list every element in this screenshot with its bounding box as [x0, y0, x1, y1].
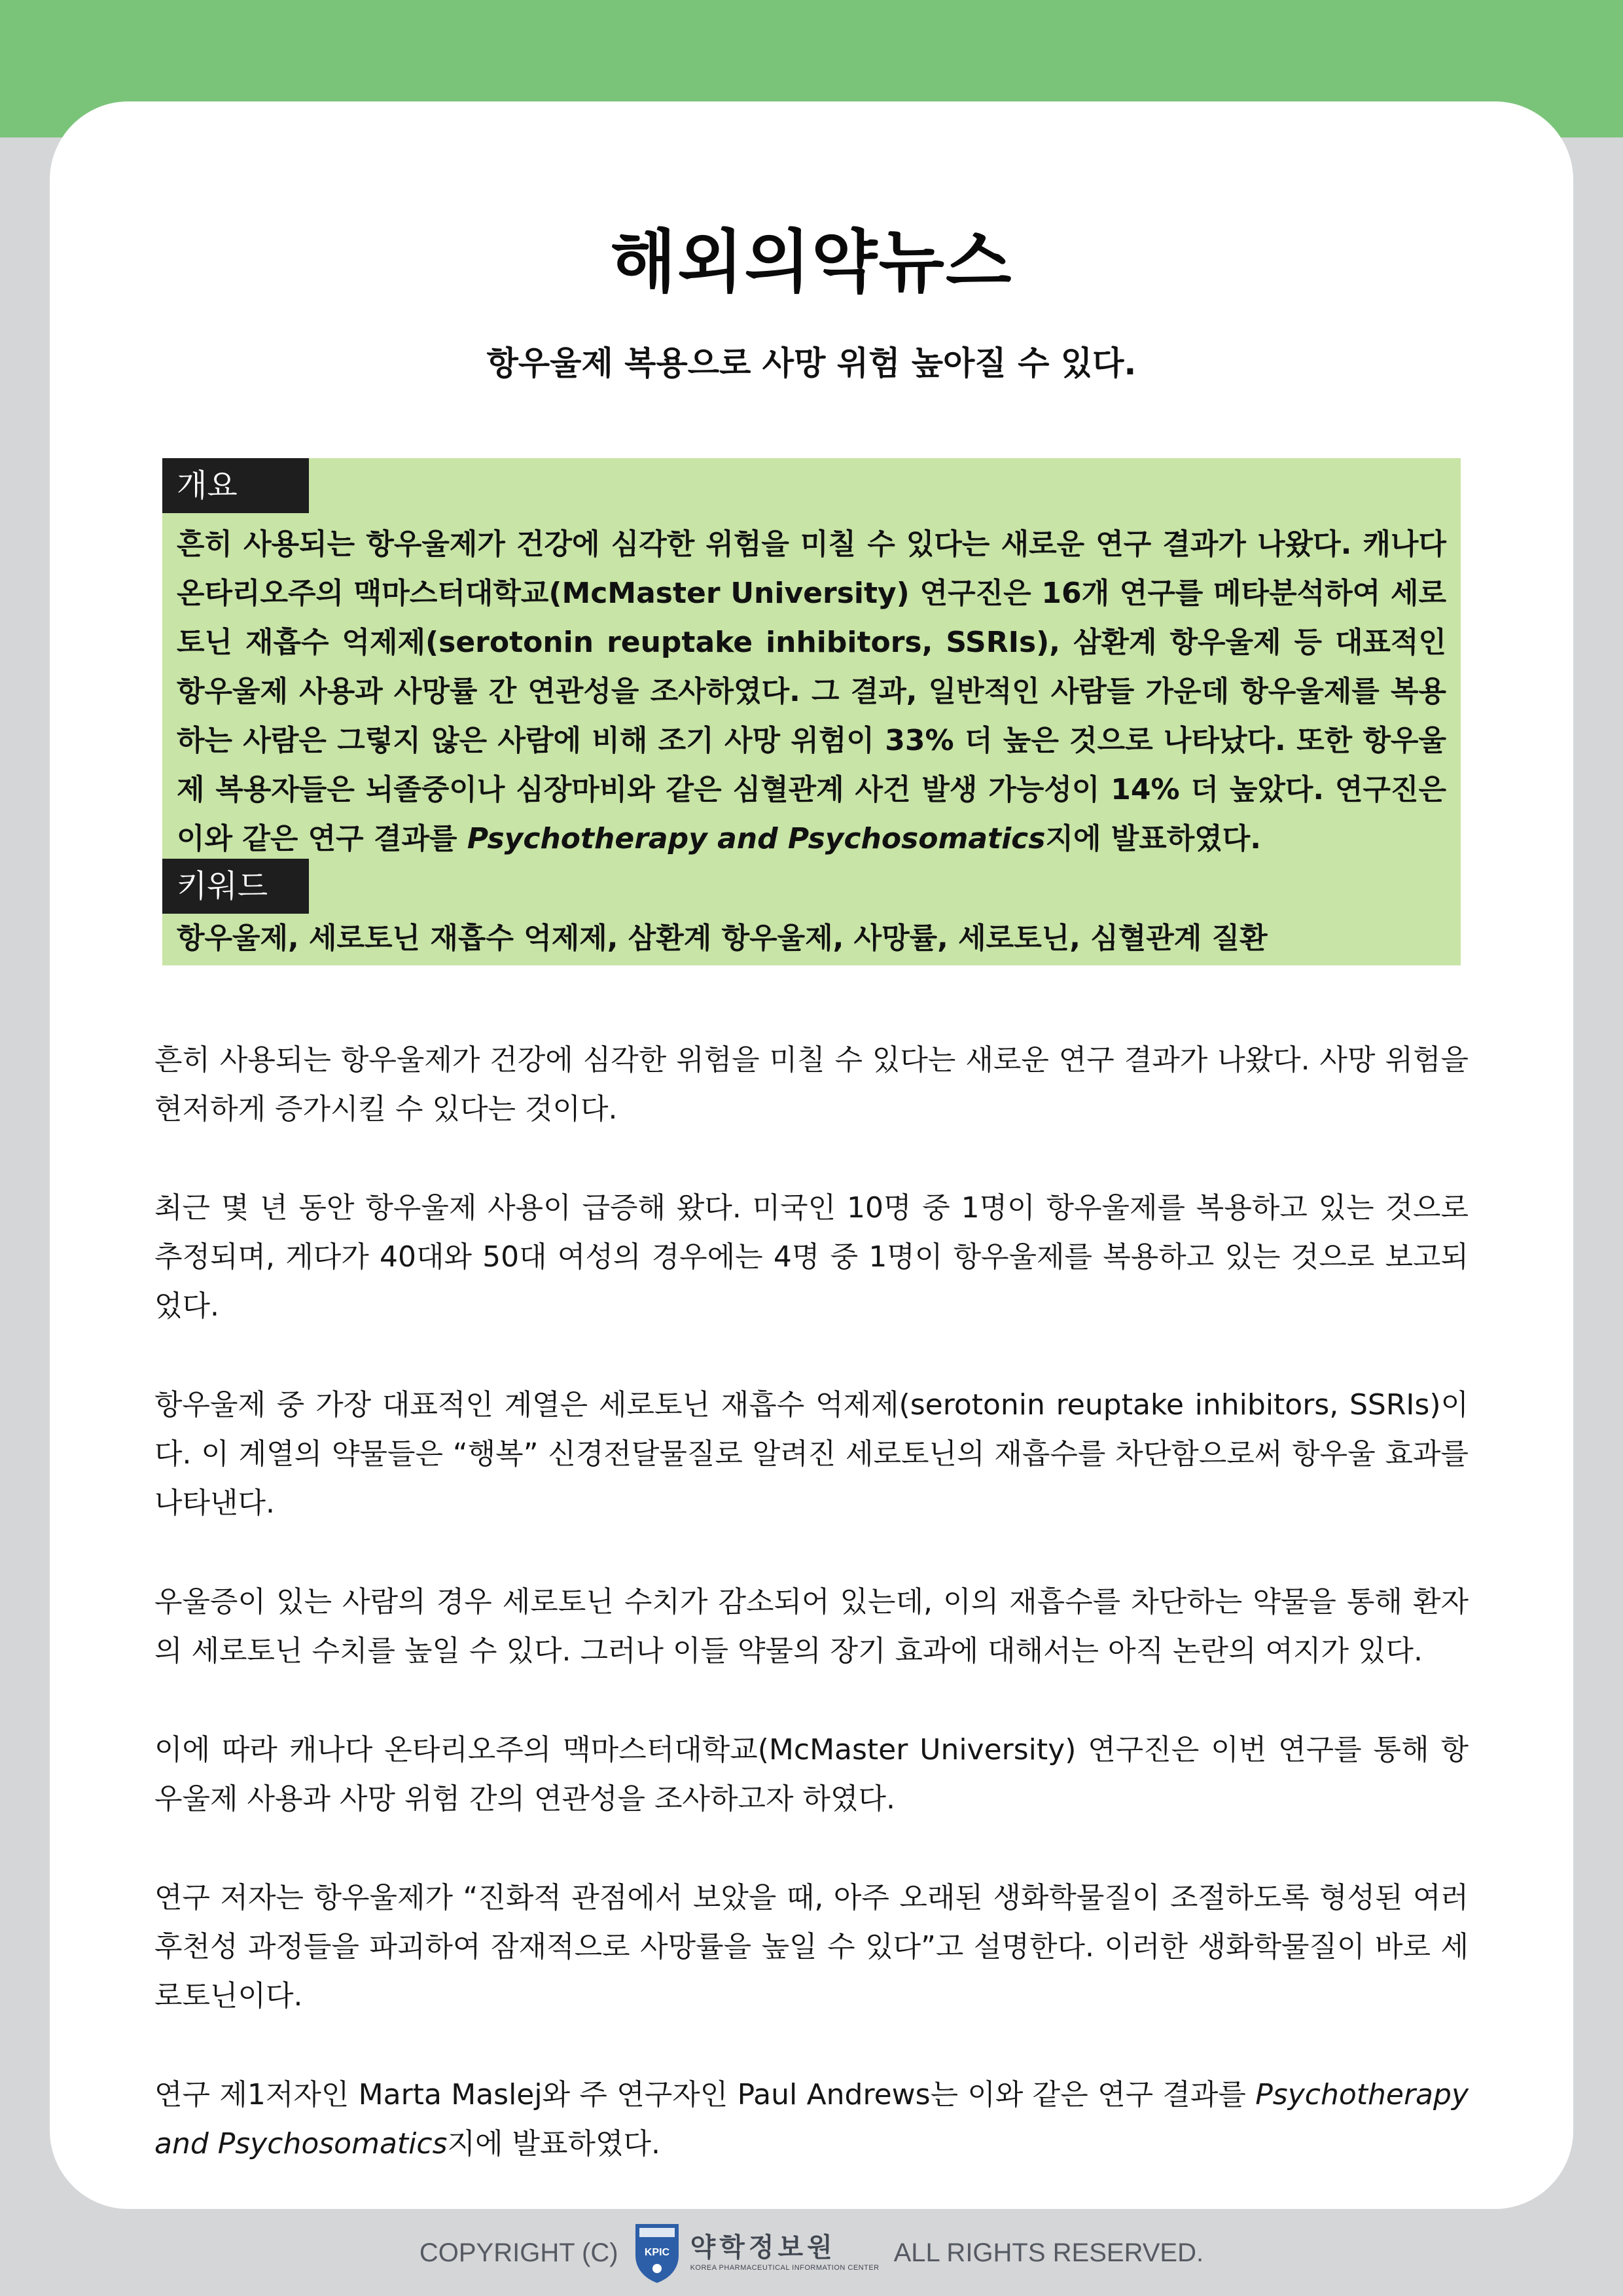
overview-label: 개요 — [162, 458, 309, 513]
body-paragraph-3: 항우울제 중 가장 대표적인 계열은 세로토닌 재흡수 억제제(serotonin reuptake inhibitors, SSRIs)이다. 이 계열의 약물들은 “행복” 신경전달물질로 알려진 세로토닌의 재흡수를 차단함으로써 항우울 효과를 나타낸다. — [154, 1388, 1469, 1520]
article-body — [154, 1035, 1469, 2218]
body-paragraph-4: 우울증이 있는 사람의 경우 세로토닌 수치가 감소되어 있는데, 이의 재흡수를 차단하는 약물을 통해 환자의 세로토닌 수치를 높일 수 있다. 그러나 이들 약물의 장기 효과에 대해서는 아직 논란의 여지가 있다. — [154, 1585, 1469, 1668]
logo-name: 약학정보원 — [690, 2232, 836, 2263]
overview-text-main: 흔히 사용되는 항우울제가 건강에 심각한 위험을 미칠 수 있다는 새로운 연구 결과가 나왔다. 캐나다 온타리오주의 맥마스터대학교(McMaster University) 연구진은 16개 연구를 메타분석하여 세로토닌 재흡수 억제제(serotonin reuptake inhibitors, SSRIs), 삼환계 항우울제 등 대표적인 항우울제 사용과 사망률 간 연관성을 조사하였다. 그 결과, 일반적인 사람들 가운데 항우울제를 복용하는 사람은 그렇지 않은 사람에 비해 조기 사망 위험이 33% 더 높은 것으로 나타났다. 또한 항우울제 복용자들은 뇌졸중이나 심장마비와 같은 심혈관계 사건 발생 가능성이 14% 더 높았다. 연구진은 이와 같은 연구 결과를 — [177, 528, 1446, 855]
keyword-text: 항우울제, 세로토닌 재흡수 억제제, 삼환계 항우울제, 사망률, 세로토닌, 심혈관계 질환 — [177, 922, 1268, 955]
keyword-label: 키워드 — [162, 859, 309, 914]
kpic-logo — [633, 2221, 880, 2284]
body-paragraph-7 — [154, 2070, 1469, 2168]
body-paragraph-7-tail: 지에 발표하였다. — [447, 2127, 661, 2161]
body-paragraph-2: 최근 몇 년 동안 항우울제 사용이 급증해 왔다. 미국인 10명 중 1명이 항우울제를 복용하고 있는 것으로 추정되며, 게다가 40대와 50대 여성의 경우에는 4명 중 1명이 항우울제를 복용하고 있는 것으로 보고되었다. — [154, 1191, 1469, 1323]
article-headline: 항우울제 복용으로 사망 위험 높아질 수 있다. — [486, 344, 1137, 382]
page-title: 해외의약뉴스 — [610, 222, 1013, 302]
summary-box — [162, 458, 1461, 965]
footer — [0, 2220, 1623, 2286]
body-journal-name: Psychotherapy and Psychosomatics — [154, 2078, 1469, 2161]
footer-copyright: COPYRIGHT (C) — [419, 2238, 618, 2267]
kpic-badge-text: KPIC — [644, 2247, 669, 2258]
logo-text — [690, 2234, 880, 2272]
overview-text-tail: 지에 발표하였다. — [1045, 822, 1262, 855]
body-paragraph-5: 이에 따라 캐나다 온타리오주의 맥마스터대학교(McMaster University) 연구진은 이번 연구를 통해 항우울제 사용과 사망 위험 간의 연관성을 조사하고자 하였다. — [154, 1733, 1469, 1816]
body-paragraph-1: 흔히 사용되는 항우울제가 건강에 심각한 위험을 미칠 수 있다는 새로운 연구 결과가 나왔다. 사망 위험을 현저하게 증가시킬 수 있다는 것이다. — [154, 1043, 1469, 1126]
body-paragraph-7-main: 연구 제1저자인 Marta Maslej와 주 연구자인 Paul Andrews는 이와 같은 연구 결과를 — [154, 2078, 1256, 2111]
body-paragraph-6: 연구 저자는 항우울제가 “진화적 관점에서 보았을 때, 아주 오래된 생화학물질이 조절하도록 형성된 여러 후천성 과정들을 파괴하여 잠재적으로 사망률을 높일 수 있다”고 설명한다. 이러한 생화학물질이 바로 세로토닌이다. — [154, 1881, 1469, 2013]
footer-rights: ALL RIGHTS RESERVED. — [893, 2238, 1204, 2267]
kpic-shield-icon — [633, 2221, 681, 2284]
overview-text — [177, 520, 1446, 863]
logo-subtitle: KOREA PHARMACEUTICAL INFORMATION CENTER — [690, 2263, 880, 2272]
overview-journal-name: Psychotherapy and Psychosomatics — [467, 822, 1046, 855]
